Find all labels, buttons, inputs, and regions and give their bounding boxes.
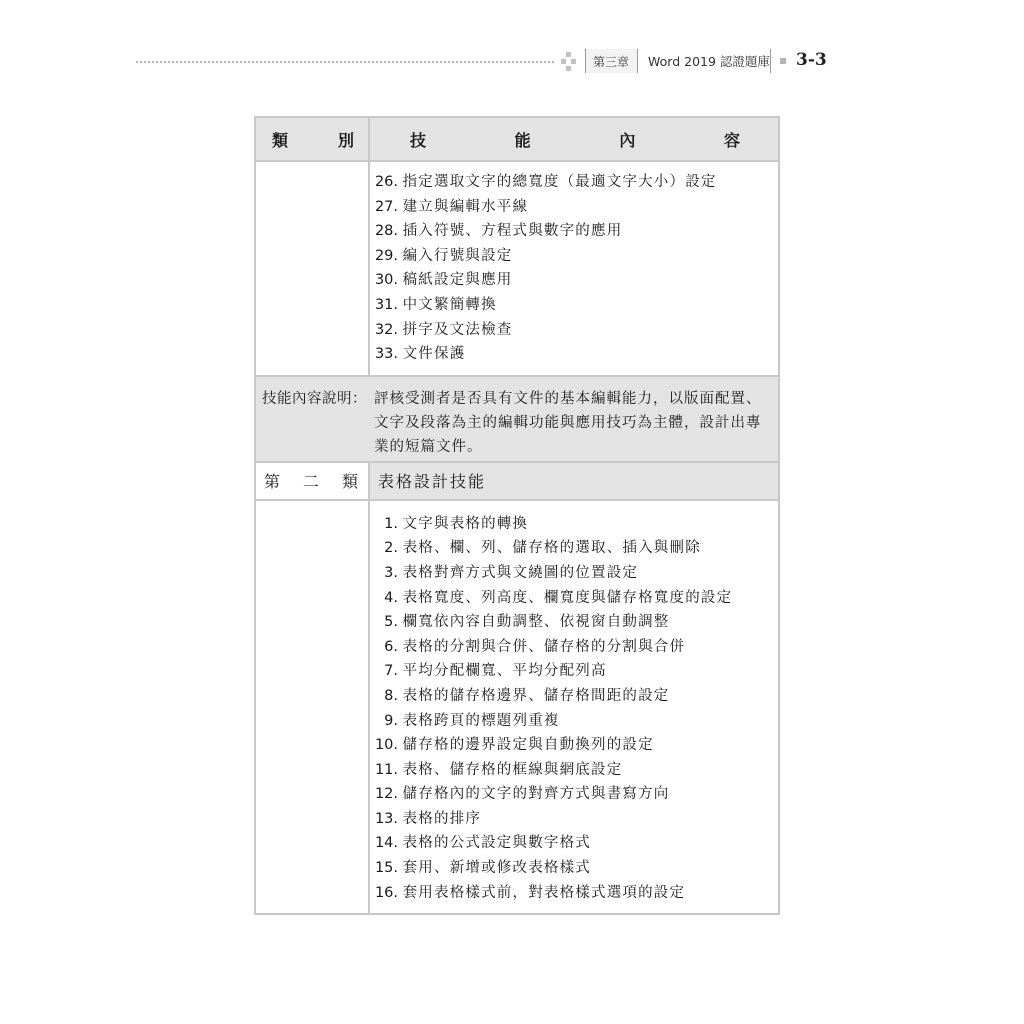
list-item [374,831,778,856]
item-number: 1. [384,515,398,532]
item-number: 29. [374,247,398,264]
header-char: 能 [514,130,531,150]
list-item [374,758,778,783]
skill-description-row [256,377,778,463]
item-number: 10. [374,737,398,754]
item-number: 14. [374,835,398,852]
item-number: 2. [384,540,398,557]
item-number: 13. [374,810,398,827]
item-number: 5. [384,614,398,631]
item-number: 8. [384,687,398,704]
item-text: 表格對齊方式與文繞圖的位置設定 [402,564,639,581]
item-number: 30. [374,272,398,289]
item-text: 儲存格的邊界設定與自動換列的設定 [402,737,654,754]
item-number: 12. [374,786,398,803]
item-number: 6. [384,638,398,655]
item-text: 平均分配欄寬、平均分配列高 [402,663,607,680]
item-text: 表格的儲存格邊界、儲存格間距的設定 [402,687,670,704]
item-text: 建立與編輯水平線 [402,198,529,215]
list-item [374,219,778,244]
list-item [374,586,778,611]
item-text: 表格、欄、列、儲存格的選取、插入與刪除 [402,540,701,557]
empty-category-cell [256,162,370,375]
category-row [256,463,778,501]
table-row-skills-continued [256,162,778,377]
header-dotted-rule [136,61,554,63]
running-header [585,49,771,73]
item-text: 表格寬度、列高度、欄寬度與儲存格寬度的設定 [402,589,733,606]
item-number: 9. [384,712,398,729]
item-number: 15. [374,860,398,877]
item-number: 33. [374,346,398,363]
list-item [374,512,778,537]
item-text: 編入行號與設定 [402,247,513,264]
page-number: 3-3 [796,50,827,70]
header-char: 類 [272,130,289,150]
item-text: 插入符號、方程式與數字的應用 [402,223,623,240]
header-char: 內 [619,130,636,150]
item-number: 4. [384,589,398,606]
item-number: 32. [374,321,398,338]
item-text: 中文繁簡轉換 [402,296,497,313]
description-text: 評核受測者是否具有文件的基本編輯能力，以版面配置、文字及段落為主的編輯功能與應用技巧為主體，設計出專業的短篇文件。 [374,390,762,455]
item-text: 表格的分割與合併、儲存格的分割與合併 [402,638,686,655]
skill-list [370,162,778,375]
empty-category-cell [256,501,370,914]
item-number: 27. [374,198,398,215]
list-item [374,342,778,367]
list-item [374,244,778,269]
list-item [374,659,778,684]
item-text: 文字與表格的轉換 [402,515,529,532]
item-text: 儲存格內的文字的對齊方式與書寫方向 [402,786,670,803]
item-text: 欄寬依內容自動調整、依視窗自動調整 [402,614,670,631]
skill-list [370,501,778,914]
item-text: 套用表格樣式前，對表格樣式選項的設定 [402,884,686,901]
description-label: 技能內容說明： [262,390,367,407]
item-number: 31. [374,296,398,313]
list-item [374,536,778,561]
category-char: 二 [302,472,319,492]
category-label [256,463,370,499]
list-item [374,807,778,832]
list-item [374,856,778,881]
book-title: Word 2019 認證題庫 [648,54,770,69]
list-item [374,881,778,906]
category-char: 類 [341,472,358,492]
category-column-header [256,118,370,160]
list-item [374,709,778,734]
item-text: 表格的排序 [402,810,482,827]
item-text: 套用、新增或修改表格樣式 [402,860,592,877]
list-item [374,195,778,220]
category-title: 表格設計技能 [370,463,778,499]
item-number: 7. [384,663,398,680]
list-item [374,170,778,195]
header-square-ornament [780,58,786,64]
category-char: 第 [264,472,281,492]
header-squares-ornament [561,52,577,72]
header-char: 技 [410,130,427,150]
table-row-table-skills [256,501,778,914]
list-item [374,635,778,660]
table-header-row [256,118,778,162]
item-text: 指定選取文字的總寬度（最適文字大小）設定 [402,174,717,190]
chapter-label: 第三章 [586,49,638,73]
list-item [374,610,778,635]
item-number: 11. [374,761,398,778]
item-number: 28. [374,223,398,240]
item-text: 表格跨頁的標題列重複 [402,712,560,729]
item-text: 稿紙設定與應用 [402,272,513,289]
item-text: 表格、儲存格的框線與網底設定 [402,761,623,778]
item-text: 表格的公式設定與數字格式 [402,835,592,852]
item-number: 16. [374,884,398,901]
item-text: 拼字及文法檢查 [402,321,513,338]
item-text: 文件保護 [402,346,466,363]
item-number: 26. [374,174,398,190]
header-char: 容 [723,130,740,150]
list-item [374,293,778,318]
item-number: 3. [384,564,398,581]
list-item [374,782,778,807]
list-item [374,561,778,586]
list-item [374,733,778,758]
list-item [374,268,778,293]
list-item [374,684,778,709]
header-char: 別 [337,130,354,150]
skills-table [254,116,780,915]
skill-column-header [370,118,778,160]
list-item [374,318,778,343]
